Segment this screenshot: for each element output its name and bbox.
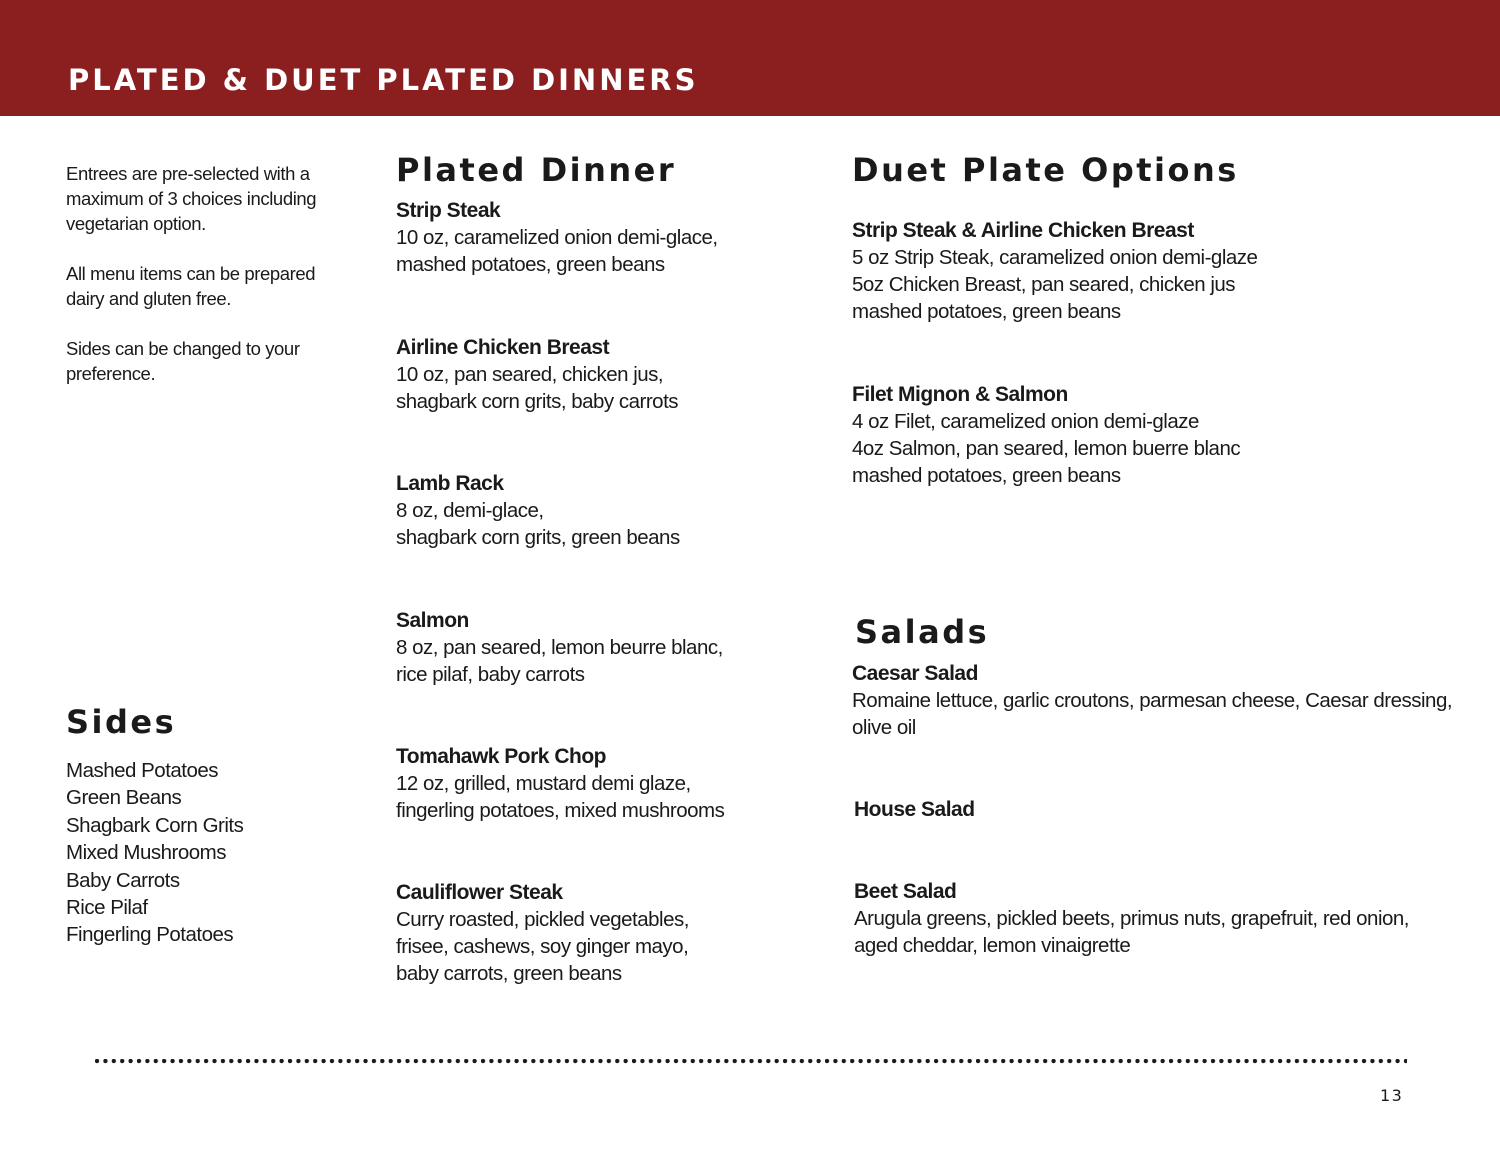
description-line: fingerling potatoes, mixed mushrooms <box>396 799 725 822</box>
menu-item-name: Airline Chicken Breast <box>396 336 610 359</box>
side-item: Shagbark Corn Grits <box>66 813 244 837</box>
menu-item-name: Lamb Rack <box>396 472 504 495</box>
description-line: mashed potatoes, green beans <box>852 300 1121 323</box>
menu-item <box>396 607 723 688</box>
intro-paragraph: All menu items can be prepared dairy and gluten free. <box>66 263 316 309</box>
sides-heading: Sides <box>66 703 177 741</box>
description-line: 4oz Salmon, pan seared, lemon buerre blanc <box>852 437 1241 460</box>
menu-item <box>852 381 1240 489</box>
menu-item <box>854 796 975 823</box>
menu-item-name: Strip Steak <box>396 199 501 222</box>
dotted-divider <box>95 1059 1407 1067</box>
menu-item-description <box>396 497 680 551</box>
menu-item <box>396 879 689 987</box>
menu-item-name: Cauliflower Steak <box>396 881 563 904</box>
page-number: 13 <box>1380 1086 1404 1105</box>
menu-item-description <box>396 634 723 688</box>
description-line: aged cheddar, lemon vinaigrette <box>854 934 1131 957</box>
menu-item <box>854 878 1409 959</box>
menu-item-description <box>396 906 689 987</box>
description-line: Romaine lettuce, garlic croutons, parmesan cheese, Caesar dressing, <box>852 689 1453 712</box>
menu-item-description <box>396 770 724 824</box>
description-line: shagbark corn grits, baby carrots <box>396 390 679 413</box>
side-item: Rice Pilaf <box>66 896 148 920</box>
menu-item-name: Filet Mignon & Salmon <box>852 383 1068 406</box>
menu-item-name: Salmon <box>396 609 469 632</box>
description-line: shagbark corn grits, green beans <box>396 526 680 549</box>
menu-item <box>396 743 724 824</box>
menu-item-description <box>852 687 1452 741</box>
sides-list <box>66 757 243 949</box>
description-line: mashed potatoes, green beans <box>396 253 665 276</box>
side-item: Green Beans <box>66 786 182 810</box>
description-line: frisee, cashews, soy ginger mayo, <box>396 935 689 958</box>
duet-plate-heading: Duet Plate Options <box>852 151 1239 189</box>
description-line: 5 oz Strip Steak, caramelized onion demi-glaze <box>852 246 1258 269</box>
description-line: Arugula greens, pickled beets, primus nuts, grapefruit, red onion, <box>854 907 1409 930</box>
description-line: 5oz Chicken Breast, pan seared, chicken jus <box>852 273 1236 296</box>
menu-item-name: Strip Steak & Airline Chicken Breast <box>852 219 1194 242</box>
menu-item-description <box>852 408 1240 489</box>
side-item: Baby Carrots <box>66 868 180 892</box>
description-line: mashed potatoes, green beans <box>852 464 1121 487</box>
description-line: 12 oz, grilled, mustard demi glaze, <box>396 772 691 795</box>
menu-item-name: Caesar Salad <box>852 662 978 685</box>
page-title: PLATED & DUET PLATED DINNERS <box>68 63 699 97</box>
menu-item-description <box>396 224 718 278</box>
side-item: Mashed Potatoes <box>66 759 219 782</box>
menu-item <box>396 470 680 551</box>
menu-item <box>396 334 678 415</box>
menu-item-description <box>854 905 1409 959</box>
menu-item-name: House Salad <box>854 798 975 821</box>
description-line: rice pilaf, baby carrots <box>396 663 585 686</box>
side-item: Fingerling Potatoes <box>66 923 234 947</box>
menu-item-description <box>852 244 1257 325</box>
header-banner <box>0 0 1500 116</box>
description-line: olive oil <box>852 716 916 739</box>
menu-item <box>396 197 718 278</box>
intro-paragraph: Entrees are pre-selected with a maximum of 3 choices including vegetarian option. <box>66 163 317 234</box>
menu-item-description <box>396 361 678 415</box>
description-line: 8 oz, demi-glace, <box>396 499 544 522</box>
salads-heading: Salads <box>855 613 990 651</box>
description-line: 4 oz Filet, caramelized onion demi-glaze <box>852 410 1199 433</box>
menu-item <box>852 217 1257 325</box>
menu-item-name: Tomahawk Pork Chop <box>396 745 606 768</box>
description-line: Curry roasted, pickled vegetables, <box>396 908 689 931</box>
description-line: 10 oz, pan seared, chicken jus, <box>396 363 664 386</box>
intro-notes <box>66 161 341 411</box>
intro-paragraph: Sides can be changed to your preference. <box>66 338 300 384</box>
description-line: 10 oz, caramelized onion demi-glace, <box>396 226 718 249</box>
description-line: 8 oz, pan seared, lemon beurre blanc, <box>396 636 723 659</box>
description-line: baby carrots, green beans <box>396 962 622 985</box>
plated-dinner-heading: Plated Dinner <box>396 151 677 189</box>
side-item: Mixed Mushrooms <box>66 841 226 865</box>
menu-item-name: Beet Salad <box>854 880 957 903</box>
menu-item <box>852 660 1452 741</box>
